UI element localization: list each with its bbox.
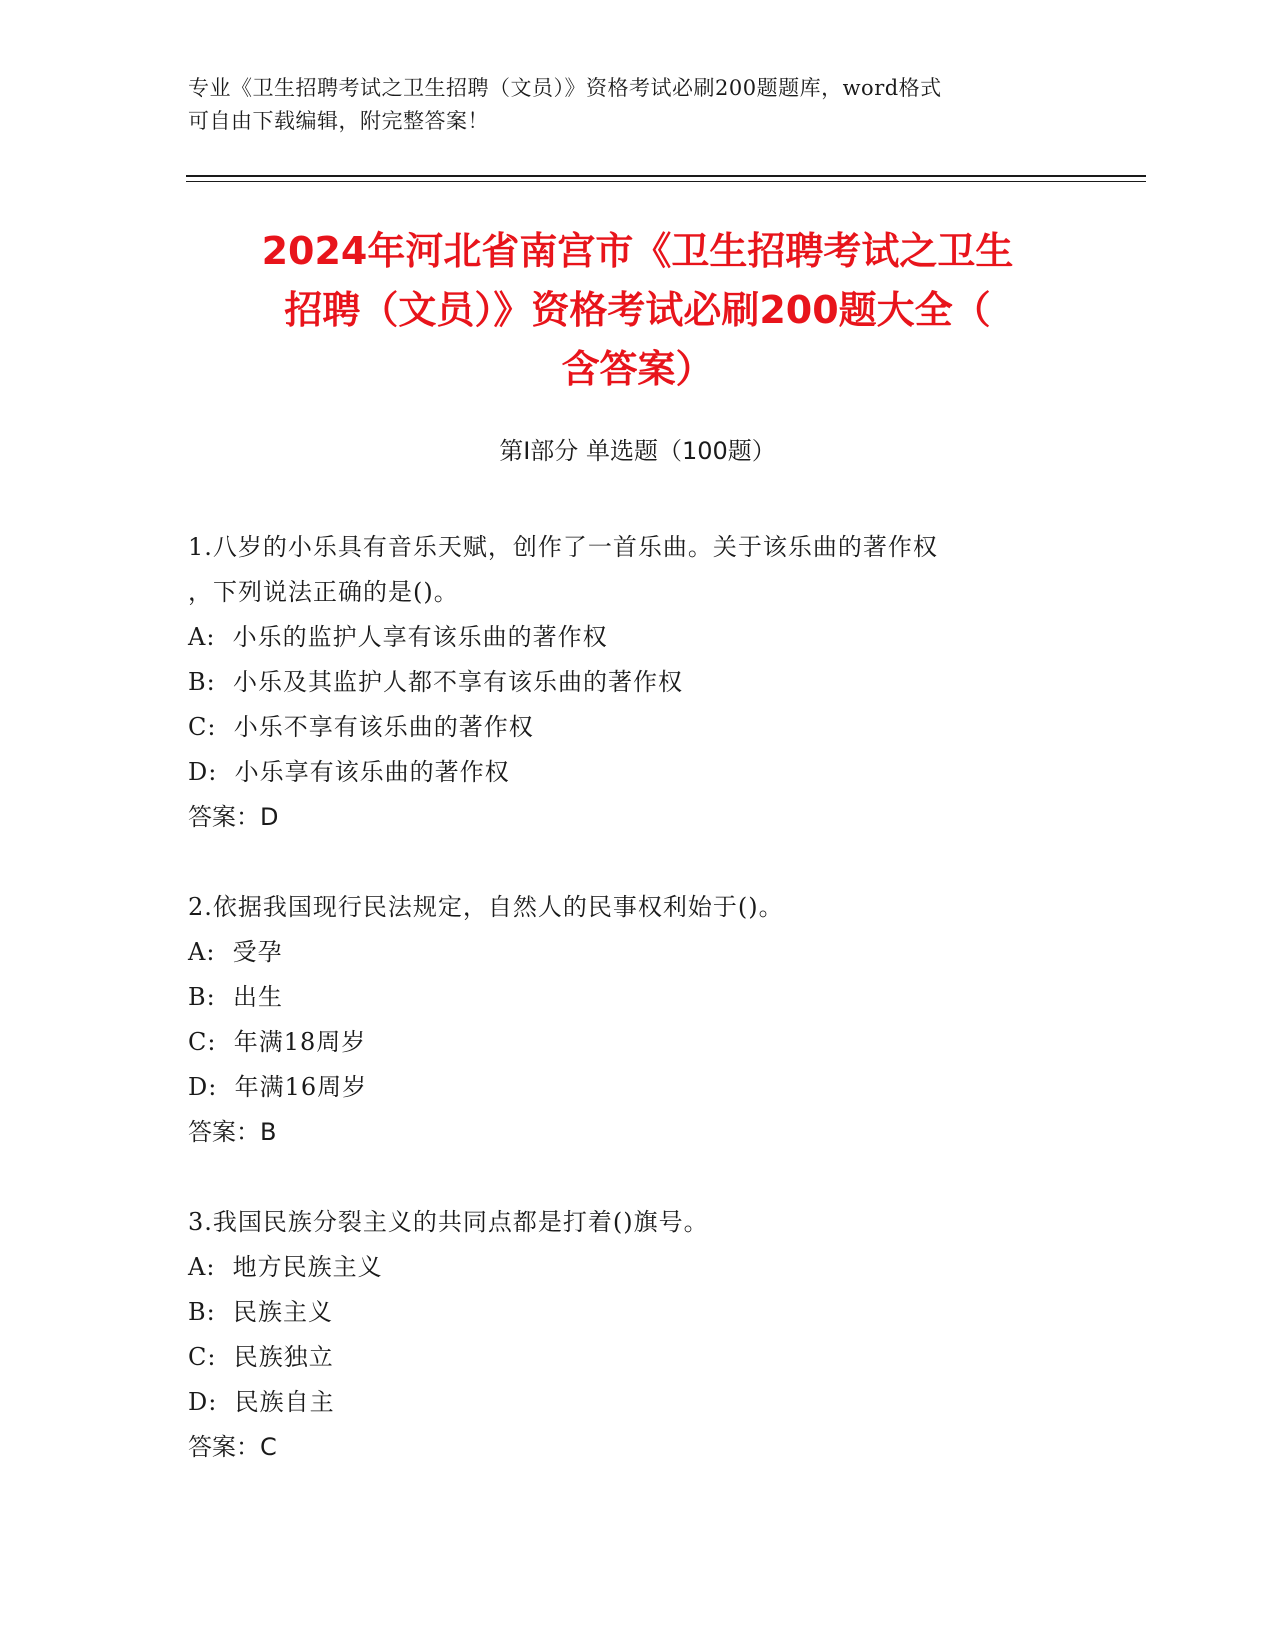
answer: 答案：C: [188, 1433, 277, 1461]
document-title-line-1: 2024年河北省南宫市《卫生招聘考试之卫生: [261, 229, 1014, 273]
question-2: [188, 885, 1088, 1155]
question-stem-continued: ，下列说法正确的是()。: [188, 578, 459, 606]
question-list: [188, 525, 1088, 1515]
option-b: B: 小乐及其监护人都不享有该乐曲的著作权: [188, 668, 683, 696]
header-divider-thin: [186, 181, 1146, 182]
section-title: 第Ⅰ部分 单选题（100题）: [499, 437, 776, 465]
question-stem: 3.我国民族分裂主义的共同点都是打着()旗号。: [188, 1208, 709, 1236]
answer: 答案：D: [188, 803, 279, 831]
option-d: D: 民族自主: [188, 1388, 335, 1416]
option-a: A: 受孕: [188, 938, 283, 966]
document-title: [150, 222, 1125, 399]
option-c: C: 民族独立: [188, 1343, 334, 1371]
header-note-line-1: 专业《卫生招聘考试之卫生招聘（文员）》资格考试必刷200题题库，word格式: [188, 76, 942, 100]
option-d: D: 小乐享有该乐曲的著作权: [188, 758, 510, 786]
answer: 答案：B: [188, 1118, 277, 1146]
question-stem: 1.八岁的小乐具有音乐天赋，创作了一首乐曲。关于该乐曲的著作权: [188, 533, 938, 561]
document-title-line-2: 招聘（文员）》资格考试必刷200题大全（: [284, 288, 991, 332]
question-stem: 2.依据我国现行民法规定，自然人的民事权利始于()。: [188, 893, 784, 921]
option-b: B: 出生: [188, 983, 283, 1011]
document-title-line-3: 含答案）: [561, 347, 714, 391]
question-1: [188, 525, 1088, 840]
option-c: C: 小乐不享有该乐曲的著作权: [188, 713, 534, 741]
header-divider-thick: [186, 175, 1146, 177]
header-note: [188, 72, 1088, 138]
option-c: C: 年满18周岁: [188, 1028, 367, 1056]
option-d: D: 年满16周岁: [188, 1073, 368, 1101]
option-b: B: 民族主义: [188, 1298, 333, 1326]
question-3: [188, 1200, 1088, 1470]
header-note-line-2: 可自由下载编辑，附完整答案！: [188, 109, 489, 133]
option-a: A: 小乐的监护人享有该乐曲的著作权: [188, 623, 608, 651]
option-a: A: 地方民族主义: [188, 1253, 383, 1281]
